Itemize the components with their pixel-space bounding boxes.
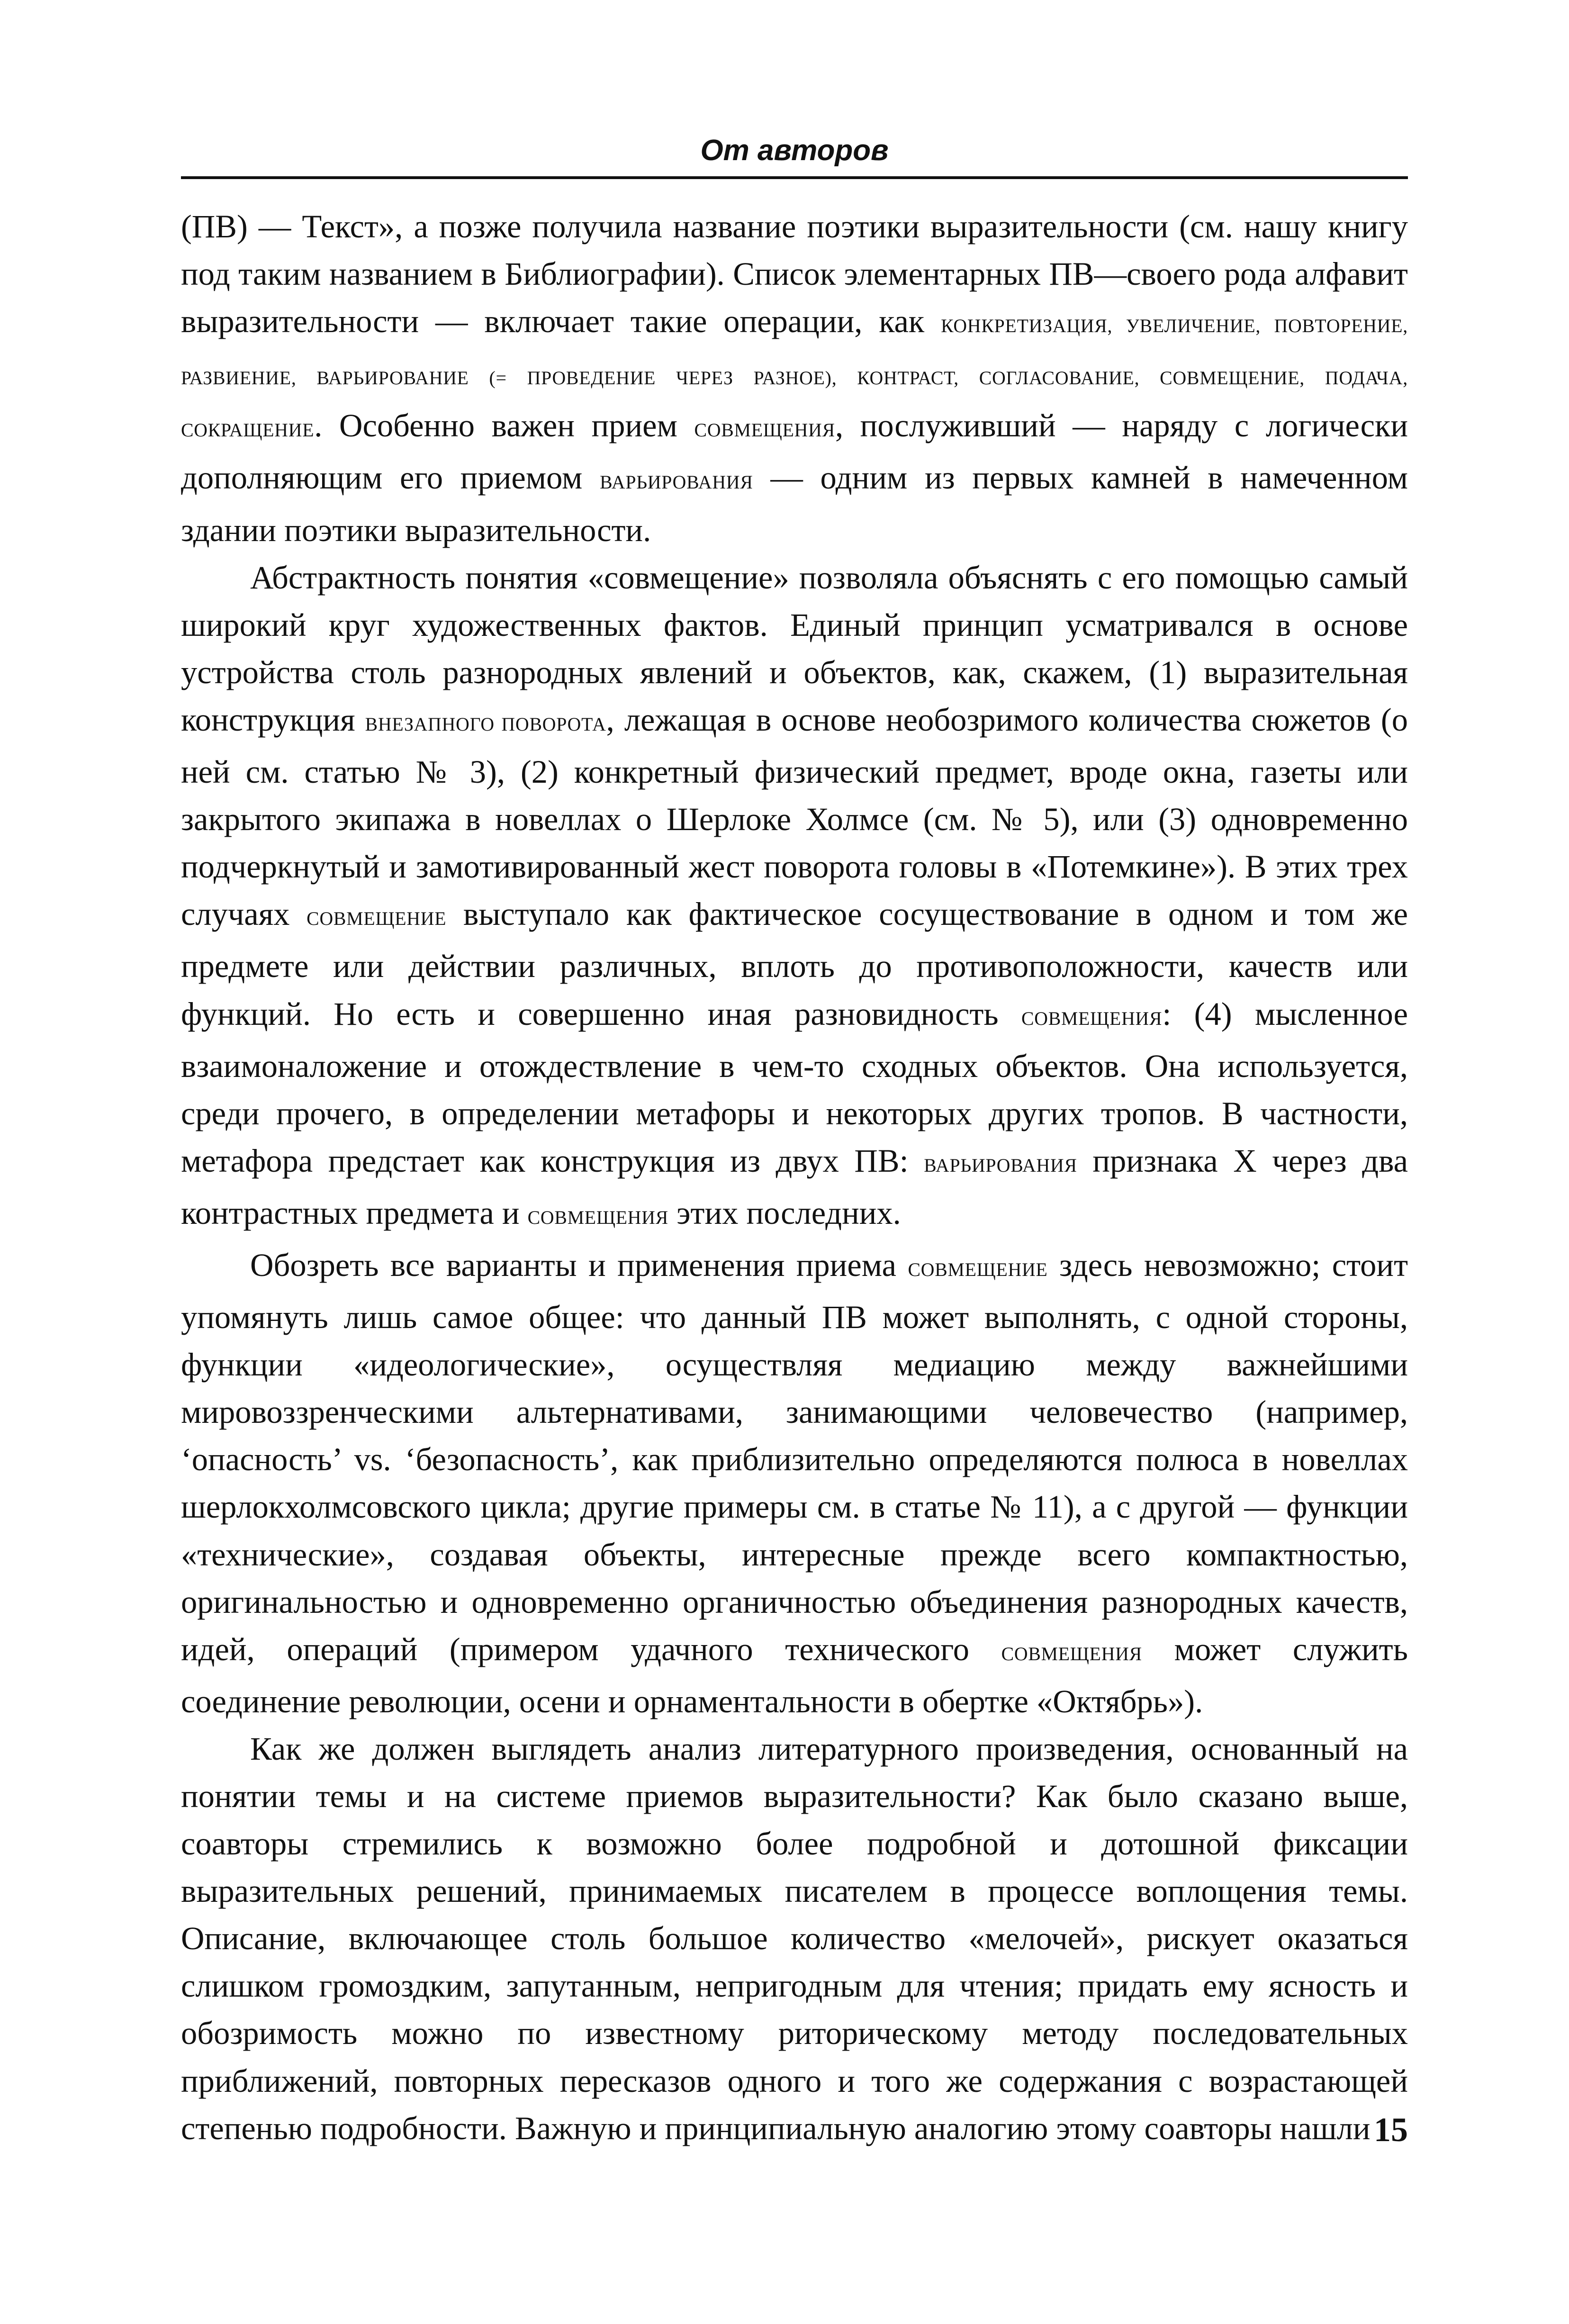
text-run: Абстрактность понятия «совмещение» позволяла объяснять с его помощью самый широкий круг художественных фактов. Единый принцип усматривался в основе устройства столь разнородных явлений и объектов, как, скажем, (1) выразительная конструкция	[181, 559, 1408, 738]
small-caps-term: СОВМЕЩЕНИЯ	[1021, 1008, 1163, 1029]
text-run: — одним из первых камней в намеченном здании поэтики выразительности.	[181, 460, 1408, 548]
text-run: выступало как фактическое сосуществование в одном и том же предмете или действии различных, вплоть до противоположности, качеств или функций. Но есть и совершенно иная разновидность	[181, 896, 1408, 1032]
paragraph-2	[181, 554, 1408, 1241]
small-caps-term: ВАРЬИРОВАНИЯ	[600, 472, 753, 493]
page-number: 15	[1374, 2111, 1408, 2149]
small-caps-term: ВНЕЗАПНОГО ПОВОРОТА	[365, 714, 606, 735]
small-caps-term: СОВМЕЩЕНИЕ	[908, 1259, 1048, 1280]
text-run: может служить соединение революции, осени и орнаментальности в обертке «Октябрь»).	[181, 1631, 1408, 1719]
small-caps-term: СОВМЕЩЕНИЯ	[694, 420, 835, 441]
small-caps-term: ВАРЬИРОВАНИЯ	[924, 1155, 1077, 1176]
text-run: этих последних.	[668, 1194, 901, 1231]
text-run: , лежащая в основе необозримого количества сюжетов (о ней см. статью № 3), (2) конкретный физический предмет, вроде окна, газеты или закрытого экипажа в новеллах о Шерлоке Холмсе (см. № 5), или (3) одновременно подчеркнутый и замотивированный жест поворота головы в «Потемкине»). В этих трех случаях	[181, 701, 1408, 932]
small-caps-term: СОВМЕЩЕНИЕ	[307, 908, 447, 930]
text-run: признака X через два контрастных предмета и	[181, 1142, 1408, 1231]
text-run: Как же должен выглядеть анализ литературного произведения, основанный на понятии темы и на системе приемов выразительности? Как было сказано выше, соавторы стремились к возможно более подробной и дотошной фиксации выразительных решений, принимаемых писателем в процессе воплощения темы. Описание, включающее столь большое количество «мелочей», рискует оказаться слишком громоздким, запутанным, непригодным для чтения; придать ему ясность и обозримость можно по известному риторическому методу последовательных приближений, повторных пересказов одного и того же содержания с возрастающей степенью подробности. Важную и принципиальную аналогию этому соавторы нашли	[181, 1730, 1408, 2146]
paragraph-1	[181, 203, 1408, 554]
text-run: , послуживший — наряду с логически дополняющим его приемом	[181, 407, 1408, 496]
paragraph-4	[181, 1725, 1408, 2152]
text-run: здесь невозможно; стоит упомянуть лишь самое общее: что данный ПВ может выполнять, с одной стороны, функции «идеологические», осуществляя медиацию между важнейшими мировоззренческими альтернативами, занимающими человечество (например, ‘опасность’ vs. ‘безопасность’, как приблизительно определяются полюса в новеллах шерлокхолмсовского цикла; другие примеры см. в статье № 11), а с другой — функции «технические», создавая объекты, интересные прежде всего компактностью, оригинальностью и одновременно органичностью объединения разнородных качеств, идей, операций (примером удачного технического	[181, 1247, 1408, 1667]
small-caps-term: СОВМЕЩЕНИЯ	[527, 1207, 669, 1228]
text-run: . Особенно важен прием	[314, 407, 694, 444]
running-header: От авторов	[700, 134, 889, 167]
text-run: (ПВ) — Текст», а позже получила название поэтики выразительности (см. нашу книгу под таким названием в Библиографии). Список элементарных ПВ—своего рода алфавит выразительности — включает такие операции, как	[181, 208, 1408, 340]
header-rule	[181, 176, 1408, 179]
paragraph-3	[181, 1241, 1408, 1725]
page-body	[181, 203, 1408, 2152]
text-run: : (4) мысленное взаимоналожение и отождествление в чем-то сходных объектов. Она используется, среди прочего, в определении метафоры и некоторых других тропов. В частности, метафора предстает как конструкция из двух ПВ:	[181, 995, 1408, 1179]
small-caps-term: КОНКРЕТИЗАЦИЯ, УВЕЛИЧЕНИЕ, ПОВТОРЕНИЕ, РАЗВИЕНИЕ, ВАРЬИРОВАНИЕ (= ПРОВЕДЕНИЕ ЧЕРЕЗ РАЗНОЕ), КОНТРАСТ, СОГЛАСОВАНИЕ, СОВМЕЩЕНИЕ, ПОДАЧА, СОКРАЩЕНИЕ	[181, 316, 1408, 441]
text-run: Обозреть все варианты и применения приема	[250, 1247, 908, 1283]
small-caps-term: СОВМЕЩЕНИЯ	[1001, 1643, 1142, 1664]
